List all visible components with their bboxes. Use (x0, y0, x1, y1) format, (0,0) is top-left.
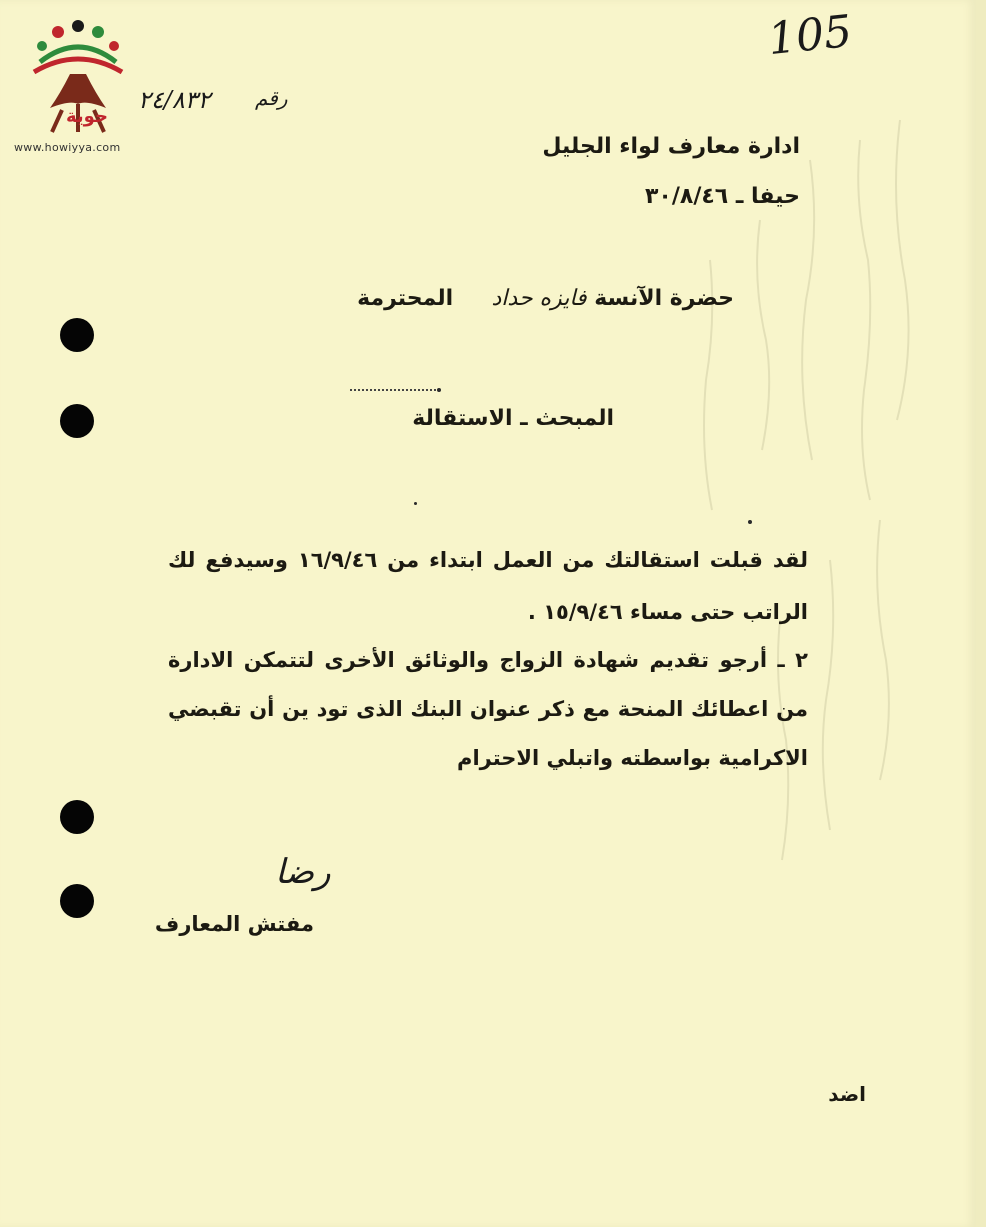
paper-speck (748, 520, 752, 524)
punch-hole (60, 404, 94, 438)
divider (350, 389, 440, 391)
page-edge (976, 0, 986, 1227)
punch-hole (60, 884, 94, 918)
handwritten-signature: رضا (275, 852, 331, 892)
reference-label: رقم (255, 86, 288, 110)
recipient-name: فايزه حداد (491, 286, 587, 311)
punch-hole (60, 800, 94, 834)
body-paragraph-1: لقد قبلت استقالتك من العمل ابتداء من ١٦/٩/٤٦ وسيدفع لك الراتب حتى مساء ١٥/٩/٤٦ . (168, 548, 808, 624)
paper-speck (437, 388, 441, 392)
reference-number: ٢٤/٨٣٢ (138, 86, 211, 114)
salutation-prefix: حضرة الآنسة (594, 286, 734, 311)
body-paragraph-2: ٢ ـ أرجو تقديم شهادة الزواج والوثائق الأخرى لتتمكن الادارة من اعطائك المنحة مع ذكر عنوان البنك الذى تود ين أن تقبضي الاكرامية بواسطته واتبلي الاحترام (168, 648, 808, 770)
howiyya-logo (10, 14, 145, 159)
watermark-url: www.howiyya.com (14, 141, 121, 154)
page-number: 105 (765, 5, 855, 66)
place-and-date: حيفا ـ ٣٠/٨/٤٦ (645, 184, 800, 209)
enclosure-note: اضد (828, 1082, 866, 1106)
punch-hole (60, 318, 94, 352)
paper-speck (414, 502, 417, 505)
salutation (357, 286, 734, 311)
issuing-office: ادارة معارف لواء الجليل (542, 134, 800, 159)
logo-text: حوية (66, 106, 108, 127)
subject-line: المبحث ـ الاستقالة (412, 406, 614, 431)
signature-title: مفتش المعارف (154, 912, 314, 936)
salutation-suffix: المحترمة (357, 286, 454, 311)
